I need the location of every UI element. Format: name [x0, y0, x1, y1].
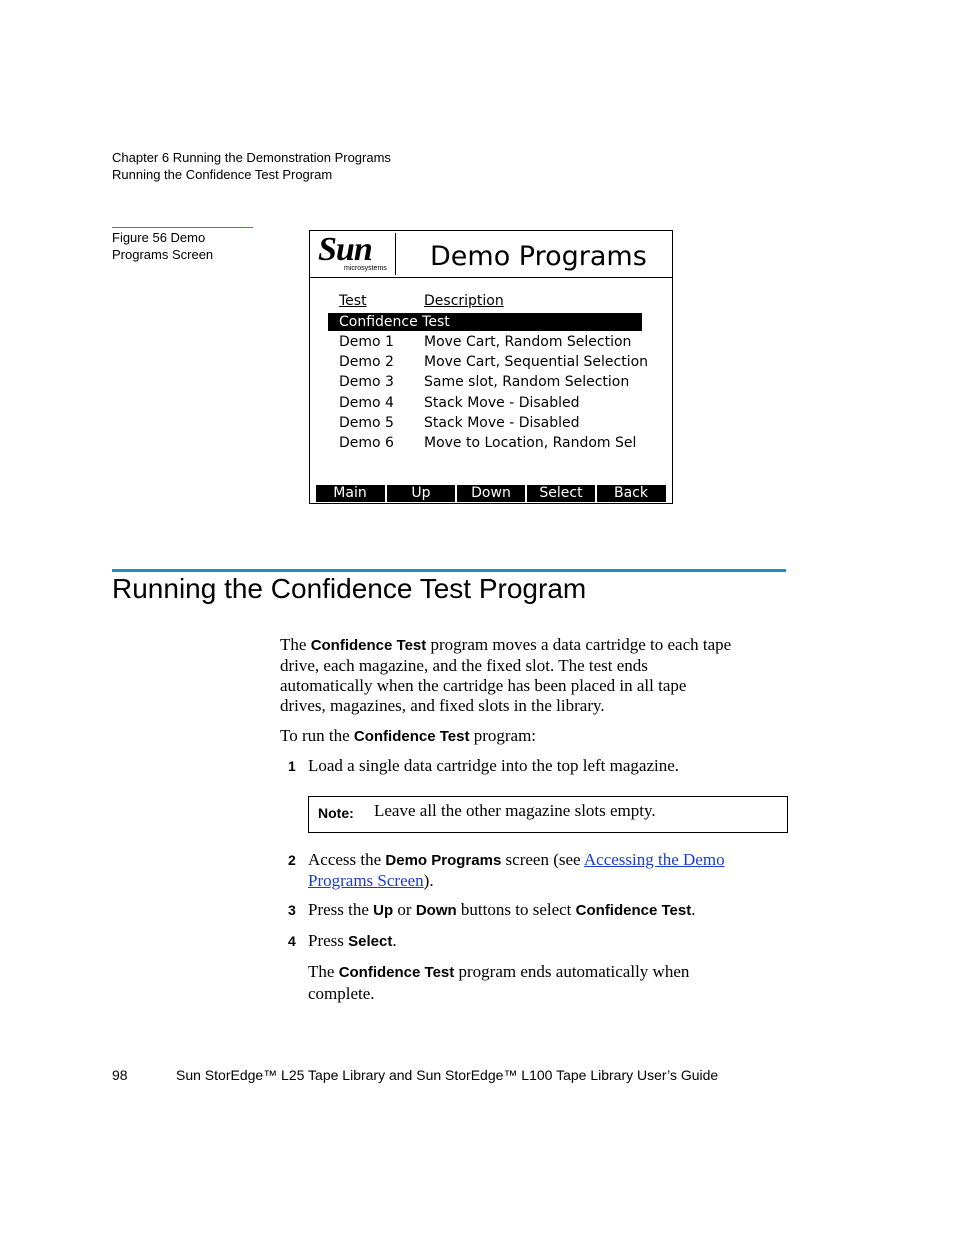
list-item-test: Demo 5	[339, 415, 394, 431]
page-number: 98	[112, 1067, 128, 1083]
back-button[interactable]: Back	[614, 485, 648, 501]
up-button[interactable]: Up	[411, 485, 431, 501]
list-item-description: Move to Location, Random Sel	[424, 435, 637, 451]
term-confidence-test: Confidence Test	[338, 964, 455, 981]
list-item-description: Same slot, Random Selection	[424, 374, 630, 390]
accessing-demo-programs-link-cont[interactable]: Programs Screen	[308, 871, 424, 890]
procedure-intro: To run the Confidence Test program:	[280, 726, 537, 745]
figure-caption	[112, 229, 262, 263]
list-item[interactable]	[328, 373, 642, 391]
note-box	[308, 796, 788, 833]
step-3-text: Press the Up or Down buttons to select Confidence Test.	[308, 900, 696, 919]
list-item-test: Demo 1	[339, 334, 394, 350]
term-select: Select	[348, 933, 393, 950]
list-item[interactable]	[328, 333, 642, 351]
term-confidence-test: Confidence Test	[353, 728, 470, 745]
list-item-test: Confidence Test	[339, 314, 450, 330]
note-text: Leave all the other magazine slots empty.	[374, 801, 656, 820]
sun-logo	[312, 233, 396, 275]
step-number: 4	[288, 933, 296, 949]
term-demo-programs: Demo Programs	[385, 852, 502, 869]
figure-caption-rule	[112, 227, 253, 228]
list-item[interactable]	[328, 414, 642, 432]
list-item-description: Move Cart, Random Selection	[424, 334, 632, 350]
term-down: Down	[415, 902, 457, 919]
list-item-test: Demo 2	[339, 354, 394, 370]
sun-logo-text: Sun	[318, 231, 372, 268]
sun-logo-subtext: microsystems	[344, 265, 387, 272]
list-item-selected[interactable]	[328, 313, 642, 331]
screen-header	[310, 231, 672, 278]
down-button[interactable]: Down	[471, 485, 511, 501]
list-item-description: Move Cart, Sequential Selection	[424, 354, 649, 370]
list-item-test: Demo 6	[339, 435, 394, 451]
list-item-description: Stack Move - Disabled	[424, 415, 580, 431]
softkey-bar	[316, 485, 666, 502]
term-up: Up	[373, 902, 394, 919]
main-button[interactable]: Main	[333, 485, 367, 501]
list-item-test: Demo 4	[339, 395, 394, 411]
list-item[interactable]	[328, 394, 642, 412]
list-item-description: Stack Move - Disabled	[424, 395, 580, 411]
note-label: Note:	[318, 805, 354, 821]
step-1-text: Load a single data cartridge into the top left magazine.	[308, 756, 680, 775]
footer-title: Sun StorEdge™ L25 Tape Library and Sun StorEdge™ L100 Tape Library User’s Guide	[176, 1067, 719, 1083]
accessing-demo-programs-link[interactable]: Accessing the Demo	[583, 850, 725, 869]
figure-caption-line2: Programs Screen	[112, 247, 214, 262]
step-4-text: Press Select.	[308, 931, 397, 950]
demo-programs-screen	[309, 230, 673, 504]
step-number: 1	[288, 758, 296, 774]
select-button[interactable]: Select	[539, 485, 583, 501]
list-item[interactable]	[328, 353, 649, 371]
step-2-text: Access the Demo Programs screen (see Accessing the Demo Programs Screen).	[308, 850, 725, 890]
column-header-test: Test	[339, 293, 367, 309]
running-header-chapter: Chapter 6 Running the Demonstration Programs	[112, 150, 391, 165]
term-confidence-test: Confidence Test	[310, 637, 427, 654]
step-number: 2	[288, 852, 296, 868]
section-title: Running the Confidence Test Program	[112, 573, 587, 604]
running-header-section: Running the Confidence Test Program	[112, 167, 333, 182]
step-number: 3	[288, 902, 296, 918]
list-item[interactable]	[328, 434, 642, 452]
screen-title: Demo Programs	[430, 241, 647, 272]
step-4-result: The Confidence Test program ends automatically when complete.	[308, 962, 690, 1003]
figure-caption-line1: Figure 56 Demo	[112, 230, 206, 245]
column-headers	[328, 292, 642, 310]
intro-paragraph: The Confidence Test program moves a data cartridge to each tape drive, each magazine, and the fixed slot. The test ends automatically when the cartridge has been placed in all tape drives, magazines, and fixed slots in the library.	[280, 635, 732, 715]
list-item-test: Demo 3	[339, 374, 394, 390]
column-header-description: Description	[424, 293, 504, 309]
term-confidence-test: Confidence Test	[575, 902, 692, 919]
